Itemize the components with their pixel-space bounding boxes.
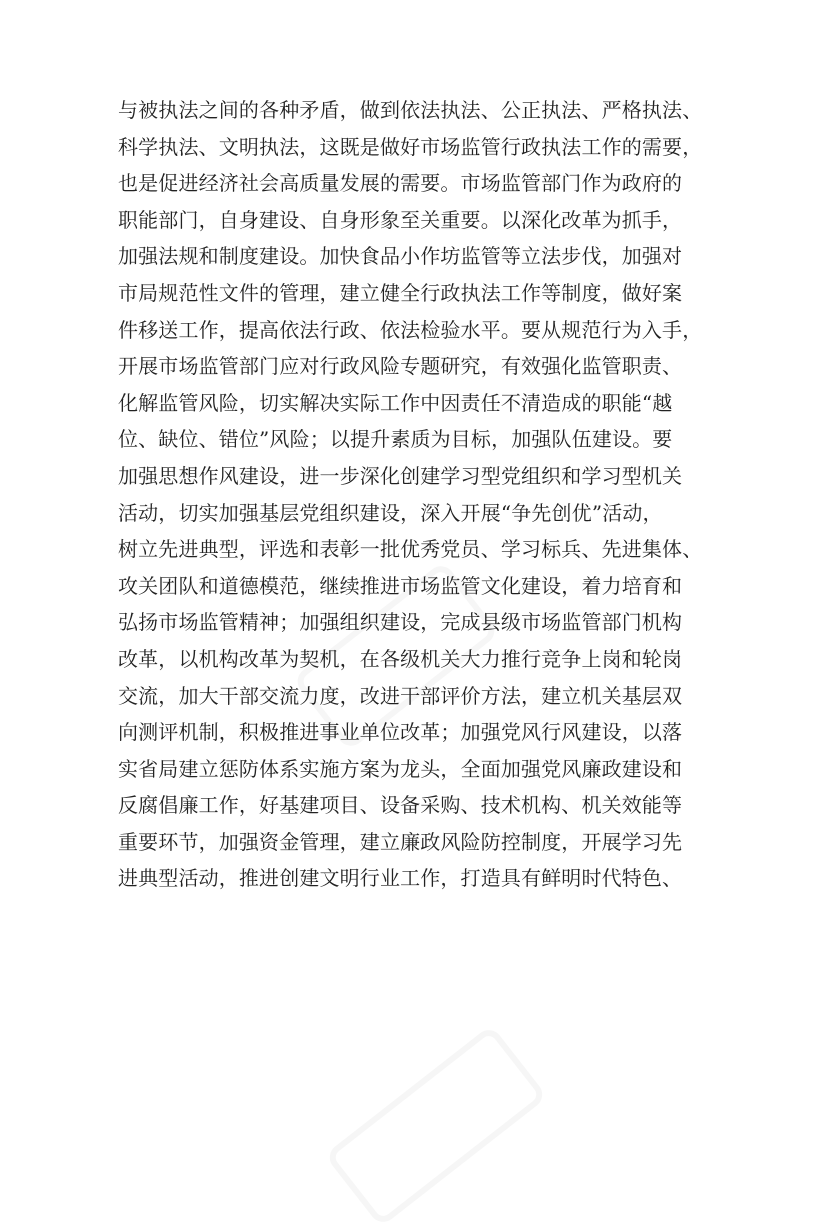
text-line: 加强思想作风建设，进一步深化创建学习型党组织和学习型机关 bbox=[118, 463, 683, 488]
text-line: 也是促进经济社会高质量发展的需要。市场监管部门作为政府的 bbox=[118, 171, 683, 196]
text-line: 重要环节，加强资金管理，建立廉政风险防控制度，开展学习先 bbox=[118, 829, 683, 854]
text-line: 树立先进典型，评选和表彰一批优秀党员、学习标兵、先进集体、 bbox=[118, 537, 703, 562]
text-line: 市局规范性文件的管理，建立健全行政执法工作等制度，做好案 bbox=[118, 280, 683, 305]
text-line: 进典型活动，推进创建文明行业工作，打造具有鲜明时代特色、 bbox=[118, 866, 683, 891]
text-line: 改革，以机构改革为契机，在各级机关大力推行竞争上岗和轮岗 bbox=[118, 646, 683, 671]
body-text bbox=[118, 92, 714, 897]
text-line: 加强法规和制度建设。加快食品小作坊监管等立法步伐，加强对 bbox=[118, 244, 683, 269]
watermark-shape bbox=[324, 1024, 548, 1227]
text-line: 攻关团队和道德模范，继续推进市场监管文化建设，着力培育和 bbox=[118, 573, 683, 598]
text-line: 化解监管风险，切实解决实际工作中因责任不清造成的职能“越 bbox=[118, 390, 673, 415]
text-line: 与被执法之间的各种矛盾，做到依法执法、公正执法、严格执法、 bbox=[118, 98, 703, 122]
text-line: 实省局建立惩防体系实施方案为龙头，全面加强党风廉政建设和 bbox=[118, 756, 683, 781]
text-line: 职能部门，自身建设、自身形象至关重要。以深化改革为抓手， bbox=[118, 207, 683, 232]
text-line: 反腐倡廉工作，好基建项目、设备采购、技术机构、机关效能等 bbox=[118, 793, 683, 818]
text-line: 件移送工作，提高依法行政、依法检验水平。要从规范行为入手， bbox=[118, 317, 703, 342]
text-line: 弘扬市场监管精神；加强组织建设，完成县级市场监管部门机构 bbox=[118, 610, 683, 635]
text-line: 向测评机制，积极推进事业单位改革；加强党风行风建设，以落 bbox=[118, 720, 683, 745]
text-line: 位、缺位、错位”风险；以提升素质为目标，加强队伍建设。要 bbox=[118, 427, 673, 452]
text-line: 科学执法、文明执法，这既是做好市场监管行政执法工作的需要， bbox=[118, 134, 703, 159]
text-line: 开展市场监管部门应对行政风险专题研究，有效强化监管职责、 bbox=[118, 354, 683, 379]
text-line: 活动，切实加强基层党组织建设，深入开展“争先创优”活动， bbox=[118, 500, 663, 525]
text-line: 交流，加大干部交流力度，改进干部评价方法，建立机关基层双 bbox=[118, 683, 683, 708]
